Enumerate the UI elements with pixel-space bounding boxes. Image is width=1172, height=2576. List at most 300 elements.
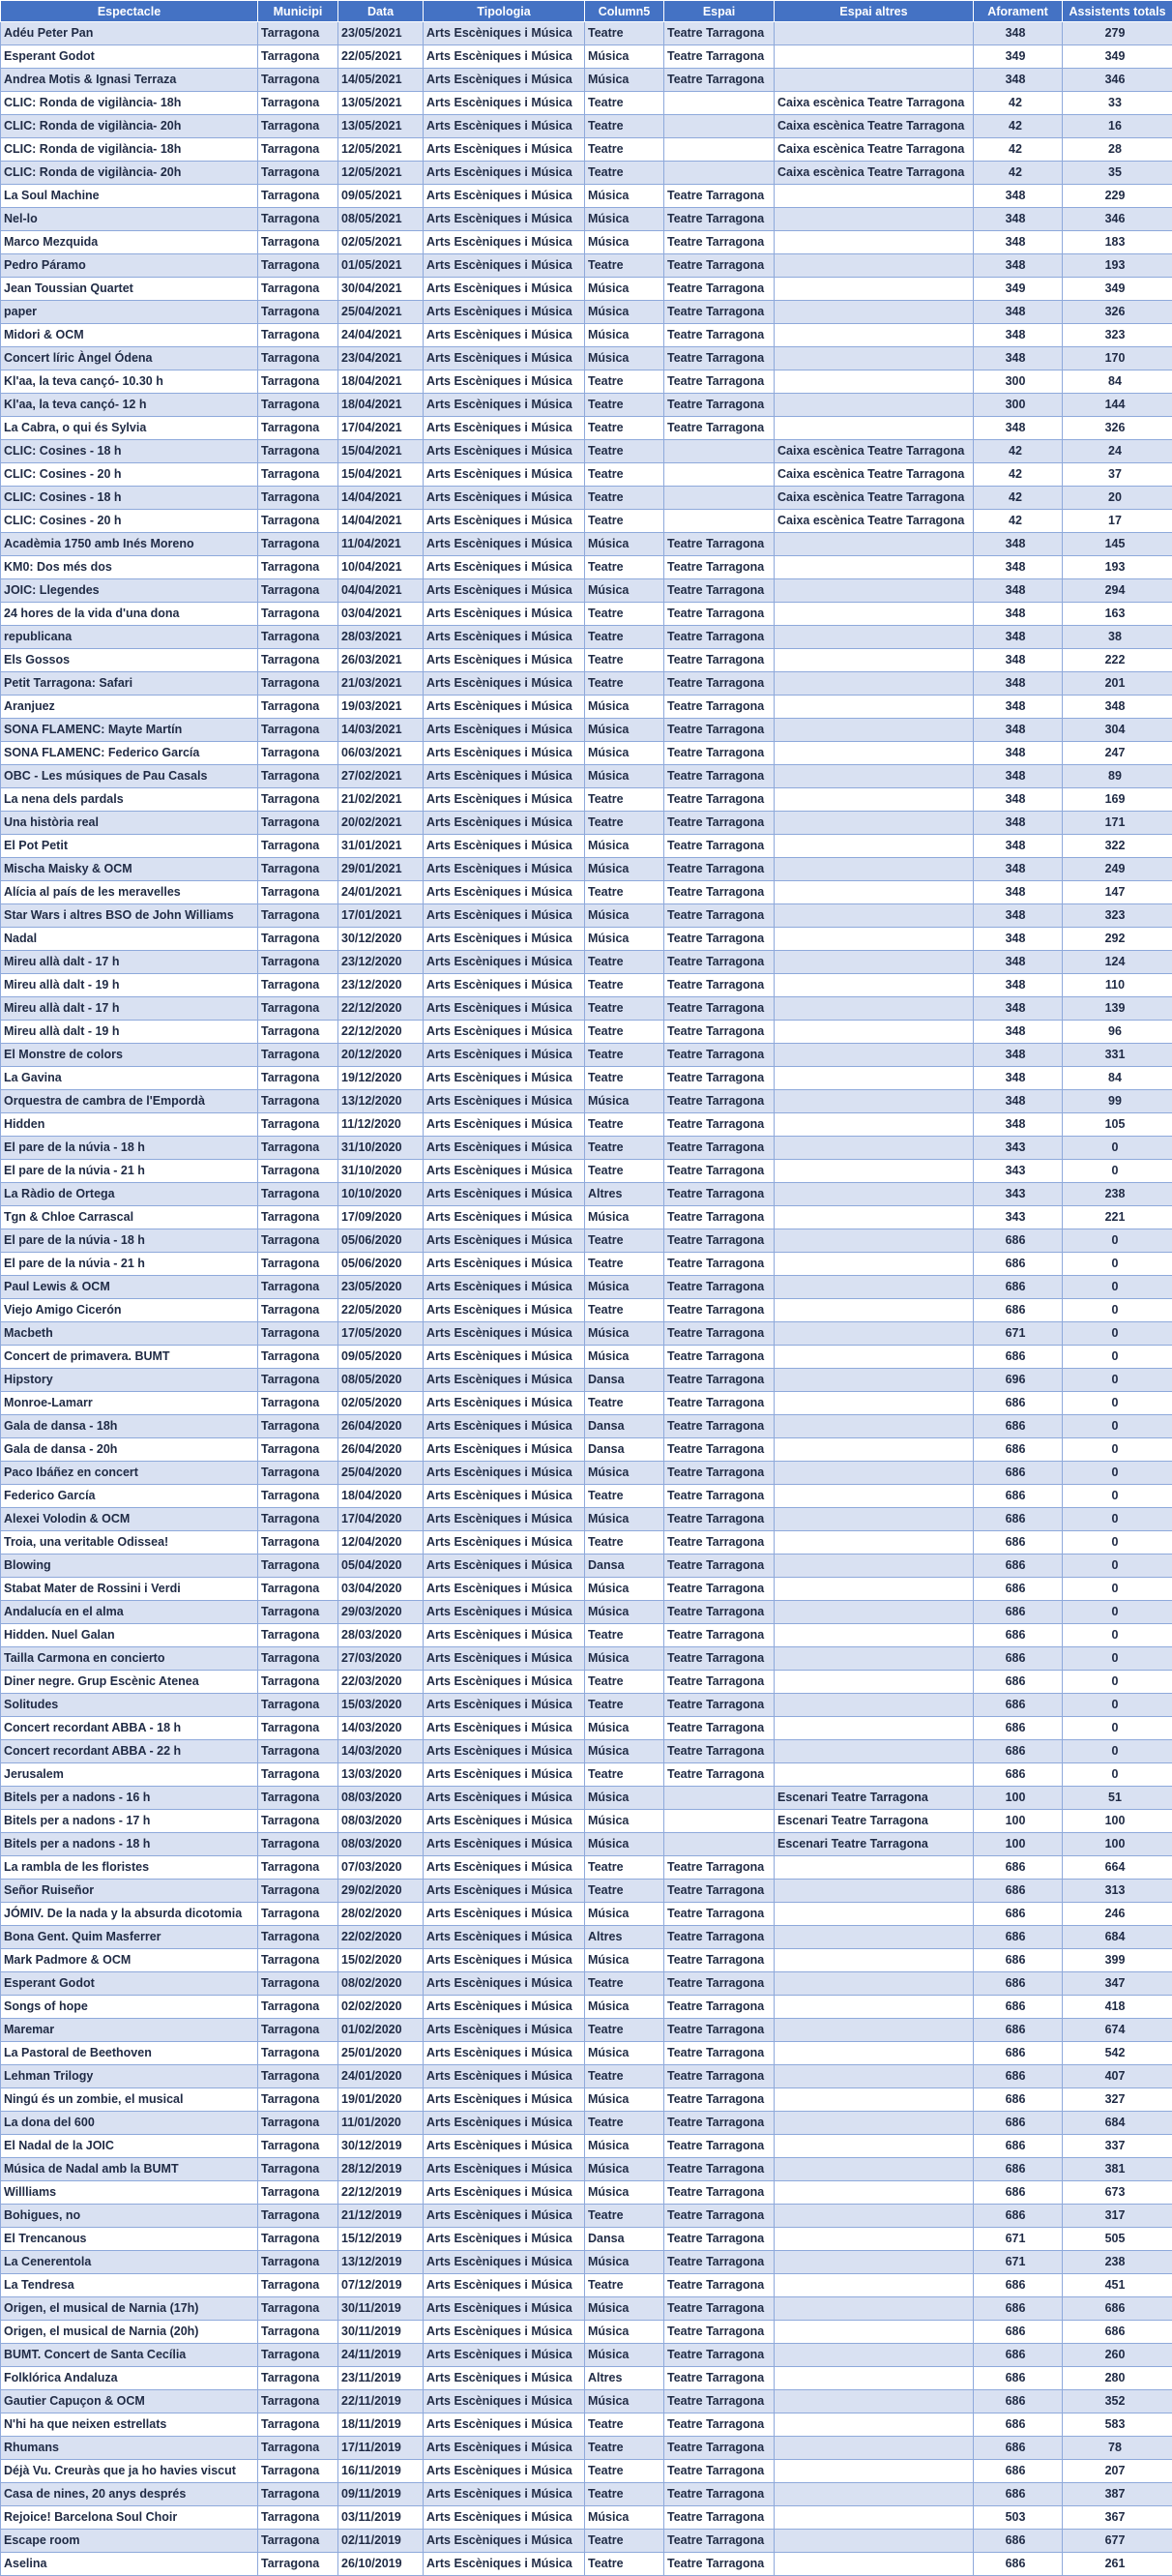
table-row[interactable] (1, 2321, 1172, 2344)
cell-espectacle[interactable]: Alícia al país de les meravelles (1, 881, 258, 904)
cell-column5[interactable]: Teatre (585, 974, 664, 997)
cell-data[interactable]: 23/12/2020 (338, 951, 424, 974)
cell-tipologia[interactable]: Arts Escèniques i Música (424, 1787, 585, 1810)
cell-column5[interactable]: Teatre (585, 370, 664, 394)
cell-espai-altres[interactable] (775, 1856, 974, 1880)
cell-espai-altres[interactable] (775, 1160, 974, 1183)
cell-espai[interactable] (664, 440, 775, 463)
cell-municipi[interactable]: Tarragona (258, 2042, 338, 2065)
cell-espai-altres[interactable] (775, 2321, 974, 2344)
cell-municipi[interactable]: Tarragona (258, 463, 338, 487)
cell-espai-altres[interactable] (775, 1346, 974, 1369)
cell-aforament[interactable]: 686 (974, 2483, 1063, 2506)
table-row[interactable] (1, 904, 1172, 928)
cell-tipologia[interactable]: Arts Escèniques i Música (424, 1531, 585, 1554)
cell-espai-altres[interactable] (775, 2274, 974, 2297)
cell-espai[interactable]: Teatre Tarragona (664, 788, 775, 812)
cell-column5[interactable]: Música (585, 1276, 664, 1299)
cell-data[interactable]: 24/04/2021 (338, 324, 424, 347)
cell-municipi[interactable]: Tarragona (258, 1578, 338, 1601)
table-row[interactable] (1, 1647, 1172, 1671)
cell-assistents-totals[interactable]: 222 (1063, 649, 1172, 672)
cell-espectacle[interactable]: Star Wars i altres BSO de John Williams (1, 904, 258, 928)
cell-assistents-totals[interactable]: 0 (1063, 1508, 1172, 1531)
cell-column5[interactable]: Música (585, 2506, 664, 2530)
cell-column5[interactable]: Dansa (585, 1369, 664, 1392)
cell-data[interactable]: 10/04/2021 (338, 556, 424, 579)
cell-tipologia[interactable]: Arts Escèniques i Música (424, 1369, 585, 1392)
cell-assistents-totals[interactable]: 381 (1063, 2158, 1172, 2181)
cell-espai-altres[interactable] (775, 904, 974, 928)
cell-assistents-totals[interactable]: 349 (1063, 45, 1172, 69)
cell-municipi[interactable]: Tarragona (258, 2019, 338, 2042)
cell-aforament[interactable]: 348 (974, 812, 1063, 835)
table-row[interactable] (1, 1972, 1172, 1996)
cell-municipi[interactable]: Tarragona (258, 1229, 338, 1253)
cell-data[interactable]: 22/12/2020 (338, 1021, 424, 1044)
table-row[interactable] (1, 2460, 1172, 2483)
cell-assistents-totals[interactable]: 0 (1063, 1299, 1172, 1322)
cell-data[interactable]: 21/03/2021 (338, 672, 424, 696)
cell-espai[interactable]: Teatre Tarragona (664, 1113, 775, 1137)
cell-espectacle[interactable]: Alexei Volodin & OCM (1, 1508, 258, 1531)
cell-espai-altres[interactable] (775, 2367, 974, 2390)
cell-column5[interactable]: Música (585, 1090, 664, 1113)
cell-aforament[interactable]: 348 (974, 881, 1063, 904)
cell-espai[interactable]: Teatre Tarragona (664, 1694, 775, 1717)
cell-espectacle[interactable]: Orquestra de cambra de l'Empordà (1, 1090, 258, 1113)
cell-espai-altres[interactable] (775, 2135, 974, 2158)
cell-espai[interactable]: Teatre Tarragona (664, 1044, 775, 1067)
cell-municipi[interactable]: Tarragona (258, 2251, 338, 2274)
cell-aforament[interactable]: 686 (974, 2413, 1063, 2437)
cell-assistents-totals[interactable]: 170 (1063, 347, 1172, 370)
cell-aforament[interactable]: 348 (974, 904, 1063, 928)
table-row[interactable] (1, 1601, 1172, 1624)
cell-espectacle[interactable]: republicana (1, 626, 258, 649)
cell-espai[interactable]: Teatre Tarragona (664, 1253, 775, 1276)
cell-data[interactable]: 22/12/2020 (338, 997, 424, 1021)
cell-column5[interactable]: Música (585, 1462, 664, 1485)
cell-espai-altres[interactable] (775, 603, 974, 626)
cell-espai-altres[interactable] (775, 626, 974, 649)
table-row[interactable] (1, 2019, 1172, 2042)
cell-municipi[interactable]: Tarragona (258, 1833, 338, 1856)
cell-espectacle[interactable]: CLIC: Cosines - 20 h (1, 510, 258, 533)
cell-tipologia[interactable]: Arts Escèniques i Música (424, 2553, 585, 2576)
cell-espectacle[interactable]: Monroe-Lamarr (1, 1392, 258, 1415)
cell-assistents-totals[interactable]: 0 (1063, 1624, 1172, 1647)
cell-data[interactable]: 23/04/2021 (338, 347, 424, 370)
cell-espai[interactable]: Teatre Tarragona (664, 370, 775, 394)
table-row[interactable] (1, 2088, 1172, 2112)
table-row[interactable] (1, 1253, 1172, 1276)
cell-espai[interactable] (664, 115, 775, 138)
cell-tipologia[interactable]: Arts Escèniques i Música (424, 22, 585, 45)
cell-espai-altres[interactable] (775, 1137, 974, 1160)
cell-espai[interactable]: Teatre Tarragona (664, 1647, 775, 1671)
cell-espai[interactable]: Teatre Tarragona (664, 719, 775, 742)
cell-column5[interactable]: Teatre (585, 1044, 664, 1067)
cell-data[interactable]: 02/05/2020 (338, 1392, 424, 1415)
cell-data[interactable]: 24/11/2019 (338, 2344, 424, 2367)
table-row[interactable] (1, 417, 1172, 440)
cell-data[interactable]: 25/04/2021 (338, 301, 424, 324)
table-row[interactable] (1, 672, 1172, 696)
cell-tipologia[interactable]: Arts Escèniques i Música (424, 301, 585, 324)
cell-municipi[interactable]: Tarragona (258, 672, 338, 696)
cell-espai-altres[interactable] (775, 1276, 974, 1299)
cell-municipi[interactable]: Tarragona (258, 579, 338, 603)
cell-assistents-totals[interactable]: 326 (1063, 301, 1172, 324)
cell-espai[interactable]: Teatre Tarragona (664, 881, 775, 904)
cell-aforament[interactable]: 42 (974, 92, 1063, 115)
cell-espai[interactable]: Teatre Tarragona (664, 696, 775, 719)
cell-column5[interactable]: Teatre (585, 2553, 664, 2576)
cell-espectacle[interactable]: KM0: Dos més dos (1, 556, 258, 579)
cell-assistents-totals[interactable]: 280 (1063, 2367, 1172, 2390)
cell-data[interactable]: 13/12/2020 (338, 1090, 424, 1113)
cell-espai-altres[interactable] (775, 1206, 974, 1229)
cell-column5[interactable]: Teatre (585, 649, 664, 672)
cell-espai[interactable]: Teatre Tarragona (664, 1322, 775, 1346)
cell-aforament[interactable]: 343 (974, 1183, 1063, 1206)
cell-espai[interactable]: Teatre Tarragona (664, 1462, 775, 1485)
cell-tipologia[interactable]: Arts Escèniques i Música (424, 1113, 585, 1137)
cell-aforament[interactable]: 42 (974, 440, 1063, 463)
cell-aforament[interactable]: 686 (974, 1996, 1063, 2019)
cell-data[interactable]: 30/11/2019 (338, 2297, 424, 2321)
cell-municipi[interactable]: Tarragona (258, 951, 338, 974)
cell-aforament[interactable]: 348 (974, 1090, 1063, 1113)
cell-tipologia[interactable]: Arts Escèniques i Música (424, 1067, 585, 1090)
cell-espai[interactable]: Teatre Tarragona (664, 835, 775, 858)
cell-espectacle[interactable]: Solitudes (1, 1694, 258, 1717)
cell-column5[interactable]: Teatre (585, 1624, 664, 1647)
cell-column5[interactable]: Música (585, 858, 664, 881)
cell-espai[interactable]: Teatre Tarragona (664, 974, 775, 997)
cell-aforament[interactable]: 348 (974, 301, 1063, 324)
cell-data[interactable]: 20/12/2020 (338, 1044, 424, 1067)
cell-assistents-totals[interactable]: 0 (1063, 1346, 1172, 1369)
cell-espai-altres[interactable] (775, 301, 974, 324)
cell-tipologia[interactable]: Arts Escèniques i Música (424, 417, 585, 440)
cell-aforament[interactable]: 348 (974, 347, 1063, 370)
cell-espai[interactable]: Teatre Tarragona (664, 1601, 775, 1624)
table-row[interactable] (1, 370, 1172, 394)
table-row[interactable] (1, 1206, 1172, 1229)
cell-assistents-totals[interactable]: 0 (1063, 1671, 1172, 1694)
cell-tipologia[interactable]: Arts Escèniques i Música (424, 2228, 585, 2251)
cell-data[interactable]: 15/04/2021 (338, 440, 424, 463)
table-row[interactable] (1, 649, 1172, 672)
cell-espai-altres[interactable] (775, 1531, 974, 1554)
cell-assistents-totals[interactable]: 664 (1063, 1856, 1172, 1880)
cell-tipologia[interactable]: Arts Escèniques i Música (424, 812, 585, 835)
cell-municipi[interactable]: Tarragona (258, 1531, 338, 1554)
cell-tipologia[interactable]: Arts Escèniques i Música (424, 1462, 585, 1485)
cell-column5[interactable]: Música (585, 765, 664, 788)
cell-aforament[interactable]: 42 (974, 463, 1063, 487)
cell-espectacle[interactable]: Origen, el musical de Narnia (20h) (1, 2321, 258, 2344)
cell-column5[interactable]: Teatre (585, 672, 664, 696)
cell-tipologia[interactable]: Arts Escèniques i Música (424, 2065, 585, 2088)
cell-column5[interactable]: Música (585, 347, 664, 370)
cell-espai-altres[interactable] (775, 2390, 974, 2413)
cell-espai[interactable] (664, 487, 775, 510)
cell-espectacle[interactable]: Concert recordant ABBA - 18 h (1, 1717, 258, 1740)
cell-data[interactable]: 17/04/2021 (338, 417, 424, 440)
cell-data[interactable]: 06/03/2021 (338, 742, 424, 765)
cell-municipi[interactable]: Tarragona (258, 1647, 338, 1671)
table-row[interactable] (1, 1508, 1172, 1531)
cell-espai-altres[interactable] (775, 1949, 974, 1972)
cell-espectacle[interactable]: La rambla de les floristes (1, 1856, 258, 1880)
cell-data[interactable]: 23/12/2020 (338, 974, 424, 997)
table-row[interactable] (1, 45, 1172, 69)
cell-espai-altres[interactable] (775, 742, 974, 765)
cell-aforament[interactable]: 686 (974, 1485, 1063, 1508)
cell-assistents-totals[interactable]: 89 (1063, 765, 1172, 788)
cell-espai[interactable]: Teatre Tarragona (664, 278, 775, 301)
cell-aforament[interactable]: 686 (974, 1415, 1063, 1438)
cell-espai-altres[interactable] (775, 1694, 974, 1717)
cell-assistents-totals[interactable]: 0 (1063, 1485, 1172, 1508)
cell-tipologia[interactable]: Arts Escèniques i Música (424, 92, 585, 115)
cell-municipi[interactable]: Tarragona (258, 974, 338, 997)
cell-tipologia[interactable]: Arts Escèniques i Música (424, 1717, 585, 1740)
cell-tipologia[interactable]: Arts Escèniques i Música (424, 1392, 585, 1415)
cell-municipi[interactable]: Tarragona (258, 138, 338, 162)
cell-column5[interactable]: Teatre (585, 2019, 664, 2042)
cell-municipi[interactable]: Tarragona (258, 1346, 338, 1369)
table-row[interactable] (1, 1833, 1172, 1856)
cell-espectacle[interactable]: Rhumans (1, 2437, 258, 2460)
cell-espai[interactable]: Teatre Tarragona (664, 2181, 775, 2205)
cell-espai-altres[interactable] (775, 185, 974, 208)
cell-municipi[interactable]: Tarragona (258, 835, 338, 858)
cell-espai-altres[interactable] (775, 1462, 974, 1485)
cell-espai-altres[interactable] (775, 2042, 974, 2065)
cell-espai-altres[interactable] (775, 1601, 974, 1624)
cell-espai-altres[interactable] (775, 858, 974, 881)
cell-assistents-totals[interactable]: 418 (1063, 1996, 1172, 2019)
cell-espai-altres[interactable]: Escenari Teatre Tarragona (775, 1833, 974, 1856)
cell-espai-altres[interactable]: Caixa escènica Teatre Tarragona (775, 440, 974, 463)
cell-data[interactable]: 29/02/2020 (338, 1880, 424, 1903)
cell-aforament[interactable]: 348 (974, 1067, 1063, 1090)
cell-data[interactable]: 31/10/2020 (338, 1137, 424, 1160)
cell-espai-altres[interactable] (775, 881, 974, 904)
cell-municipi[interactable]: Tarragona (258, 2065, 338, 2088)
cell-column5[interactable]: Teatre (585, 2483, 664, 2506)
cell-espai[interactable]: Teatre Tarragona (664, 1949, 775, 1972)
cell-espectacle[interactable]: Kl'aa, la teva cançó- 12 h (1, 394, 258, 417)
cell-espai-altres[interactable] (775, 1021, 974, 1044)
cell-column5[interactable]: Teatre (585, 162, 664, 185)
cell-data[interactable]: 21/12/2019 (338, 2205, 424, 2228)
cell-data[interactable]: 12/04/2020 (338, 1531, 424, 1554)
cell-espai-altres[interactable] (775, 1508, 974, 1531)
cell-column5[interactable]: Teatre (585, 1229, 664, 1253)
cell-aforament[interactable]: 42 (974, 487, 1063, 510)
cell-espectacle[interactable]: Mireu allà dalt - 17 h (1, 997, 258, 1021)
cell-espai-altres[interactable] (775, 2483, 974, 2506)
cell-assistents-totals[interactable]: 33 (1063, 92, 1172, 115)
cell-espai[interactable]: Teatre Tarragona (664, 1090, 775, 1113)
cell-data[interactable]: 09/05/2020 (338, 1346, 424, 1369)
cell-espai-altres[interactable] (775, 2088, 974, 2112)
cell-aforament[interactable]: 348 (974, 997, 1063, 1021)
cell-aforament[interactable]: 42 (974, 510, 1063, 533)
cell-aforament[interactable]: 348 (974, 974, 1063, 997)
cell-data[interactable]: 01/02/2020 (338, 2019, 424, 2042)
cell-espai-altres[interactable] (775, 417, 974, 440)
cell-tipologia[interactable]: Arts Escèniques i Música (424, 1694, 585, 1717)
cell-espectacle[interactable]: Aranjuez (1, 696, 258, 719)
cell-data[interactable]: 08/05/2021 (338, 208, 424, 231)
cell-aforament[interactable]: 100 (974, 1833, 1063, 1856)
cell-assistents-totals[interactable]: 313 (1063, 1880, 1172, 1903)
cell-assistents-totals[interactable]: 304 (1063, 719, 1172, 742)
cell-data[interactable]: 22/12/2019 (338, 2181, 424, 2205)
cell-espectacle[interactable]: Blowing (1, 1554, 258, 1578)
cell-column5[interactable]: Música (585, 45, 664, 69)
column-header-municipi[interactable]: Municipi (258, 1, 338, 22)
cell-espai[interactable]: Teatre Tarragona (664, 2390, 775, 2413)
cell-espai[interactable]: Teatre Tarragona (664, 1067, 775, 1090)
cell-espai-altres[interactable] (775, 1554, 974, 1578)
cell-data[interactable]: 26/03/2021 (338, 649, 424, 672)
cell-tipologia[interactable]: Arts Escèniques i Música (424, 185, 585, 208)
cell-assistents-totals[interactable]: 677 (1063, 2530, 1172, 2553)
cell-column5[interactable]: Teatre (585, 1299, 664, 1322)
cell-column5[interactable]: Música (585, 185, 664, 208)
cell-aforament[interactable]: 348 (974, 69, 1063, 92)
cell-data[interactable]: 30/11/2019 (338, 2321, 424, 2344)
cell-espectacle[interactable]: Songs of hope (1, 1996, 258, 2019)
cell-aforament[interactable]: 686 (974, 2158, 1063, 2181)
cell-aforament[interactable]: 348 (974, 417, 1063, 440)
cell-municipi[interactable]: Tarragona (258, 1717, 338, 1740)
cell-column5[interactable]: Teatre (585, 1671, 664, 1694)
cell-assistents-totals[interactable]: 451 (1063, 2274, 1172, 2297)
cell-municipi[interactable]: Tarragona (258, 2506, 338, 2530)
cell-assistents-totals[interactable]: 0 (1063, 1229, 1172, 1253)
cell-column5[interactable]: Música (585, 2181, 664, 2205)
table-row[interactable] (1, 626, 1172, 649)
cell-espectacle[interactable]: La Tendresa (1, 2274, 258, 2297)
cell-data[interactable]: 08/05/2020 (338, 1369, 424, 1392)
table-row[interactable] (1, 92, 1172, 115)
cell-tipologia[interactable]: Arts Escèniques i Música (424, 1601, 585, 1624)
table-row[interactable] (1, 1021, 1172, 1044)
cell-espectacle[interactable]: Hidden (1, 1113, 258, 1137)
cell-tipologia[interactable]: Arts Escèniques i Música (424, 696, 585, 719)
cell-data[interactable]: 18/04/2021 (338, 394, 424, 417)
cell-tipologia[interactable]: Arts Escèniques i Música (424, 2274, 585, 2297)
cell-data[interactable]: 01/05/2021 (338, 254, 424, 278)
cell-data[interactable]: 02/05/2021 (338, 231, 424, 254)
table-row[interactable] (1, 533, 1172, 556)
cell-assistents-totals[interactable]: 20 (1063, 487, 1172, 510)
cell-espai[interactable]: Teatre Tarragona (664, 1183, 775, 1206)
cell-data[interactable]: 03/04/2020 (338, 1578, 424, 1601)
cell-column5[interactable]: Teatre (585, 463, 664, 487)
table-row[interactable] (1, 231, 1172, 254)
cell-column5[interactable]: Música (585, 278, 664, 301)
table-row[interactable] (1, 579, 1172, 603)
cell-column5[interactable]: Teatre (585, 2274, 664, 2297)
cell-aforament[interactable]: 686 (974, 2274, 1063, 2297)
cell-espai-altres[interactable] (775, 1763, 974, 1787)
table-row[interactable] (1, 719, 1172, 742)
cell-espai-altres[interactable] (775, 788, 974, 812)
cell-municipi[interactable]: Tarragona (258, 1624, 338, 1647)
cell-espai[interactable]: Teatre Tarragona (664, 1903, 775, 1926)
cell-municipi[interactable]: Tarragona (258, 1369, 338, 1392)
cell-data[interactable]: 23/05/2020 (338, 1276, 424, 1299)
table-row[interactable] (1, 742, 1172, 765)
cell-municipi[interactable]: Tarragona (258, 22, 338, 45)
cell-municipi[interactable]: Tarragona (258, 1322, 338, 1346)
cell-municipi[interactable]: Tarragona (258, 1299, 338, 1322)
cell-tipologia[interactable]: Arts Escèniques i Música (424, 254, 585, 278)
cell-data[interactable]: 28/12/2019 (338, 2158, 424, 2181)
table-row[interactable] (1, 1438, 1172, 1462)
table-row[interactable] (1, 696, 1172, 719)
cell-column5[interactable]: Teatre (585, 2460, 664, 2483)
cell-column5[interactable]: Teatre (585, 1137, 664, 1160)
cell-espai-altres[interactable] (775, 1090, 974, 1113)
cell-espai-altres[interactable] (775, 1671, 974, 1694)
cell-municipi[interactable]: Tarragona (258, 1554, 338, 1578)
cell-municipi[interactable]: Tarragona (258, 1067, 338, 1090)
cell-column5[interactable]: Teatre (585, 951, 664, 974)
cell-column5[interactable]: Música (585, 2042, 664, 2065)
cell-column5[interactable]: Teatre (585, 22, 664, 45)
cell-column5[interactable]: Música (585, 1810, 664, 1833)
table-row[interactable] (1, 278, 1172, 301)
table-row[interactable] (1, 1903, 1172, 1926)
table-row[interactable] (1, 1113, 1172, 1137)
table-row[interactable] (1, 2251, 1172, 2274)
table-row[interactable] (1, 510, 1172, 533)
cell-espectacle[interactable]: Acadèmia 1750 amb Inés Moreno (1, 533, 258, 556)
cell-espai-altres[interactable] (775, 2158, 974, 2181)
table-row[interactable] (1, 1346, 1172, 1369)
cell-municipi[interactable]: Tarragona (258, 208, 338, 231)
cell-aforament[interactable]: 348 (974, 22, 1063, 45)
cell-tipologia[interactable]: Arts Escèniques i Música (424, 1276, 585, 1299)
cell-municipi[interactable]: Tarragona (258, 1671, 338, 1694)
cell-column5[interactable]: Música (585, 533, 664, 556)
cell-espai-altres[interactable] (775, 69, 974, 92)
cell-data[interactable]: 30/12/2020 (338, 928, 424, 951)
cell-espai[interactable]: Teatre Tarragona (664, 603, 775, 626)
cell-espai-altres[interactable] (775, 1578, 974, 1601)
cell-column5[interactable]: Teatre (585, 1694, 664, 1717)
cell-aforament[interactable]: 348 (974, 185, 1063, 208)
cell-data[interactable]: 09/05/2021 (338, 185, 424, 208)
cell-data[interactable]: 17/09/2020 (338, 1206, 424, 1229)
cell-espai[interactable]: Teatre Tarragona (664, 1508, 775, 1531)
cell-espectacle[interactable]: El Trencanous (1, 2228, 258, 2251)
cell-espai[interactable]: Teatre Tarragona (664, 858, 775, 881)
table-row[interactable] (1, 974, 1172, 997)
cell-espai[interactable]: Teatre Tarragona (664, 394, 775, 417)
cell-column5[interactable]: Teatre (585, 626, 664, 649)
